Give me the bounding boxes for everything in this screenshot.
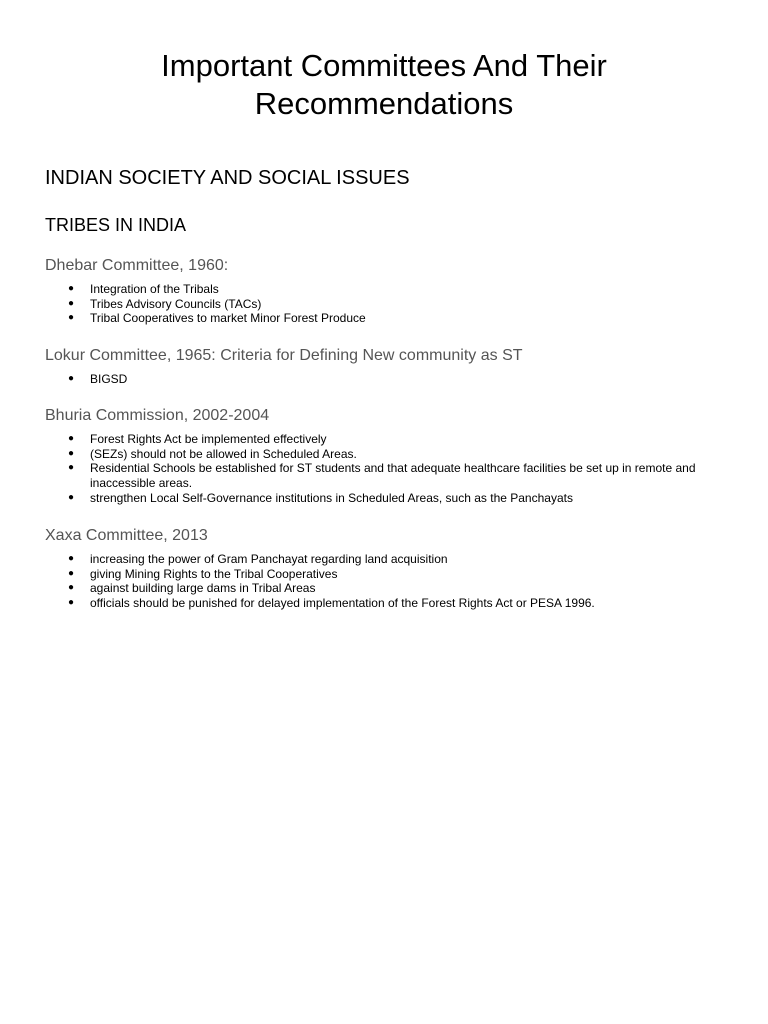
list-item — [45, 432, 735, 447]
list-item-text: against building large dams in Tribal Areas — [90, 581, 316, 596]
subsection-heading: TRIBES IN INDIA — [45, 215, 187, 235]
bullet-icon: ● — [68, 553, 75, 564]
list-item — [45, 491, 735, 506]
bullet-icon: ● — [68, 312, 75, 324]
committee-section-bhuria — [45, 406, 735, 506]
bullet-icon: ● — [68, 582, 75, 594]
committee-heading: Bhuria Commission, 2002-2004 — [45, 407, 270, 424]
list-item-text: (SEZs) should not be allowed in Scheduled Areas. — [90, 446, 357, 461]
committee-section-lokur — [45, 346, 735, 387]
list-item — [45, 552, 735, 567]
section-heading: INDIAN SOCIETY AND SOCIAL ISSUES — [45, 167, 410, 189]
list-item — [45, 461, 735, 490]
recommendation-list — [45, 372, 735, 387]
list-item-text: giving Mining Rights to the Tribal Cooperatives — [90, 566, 338, 581]
list-item — [45, 447, 735, 462]
bullet-icon: ● — [68, 447, 75, 459]
committee-section-xaxa — [45, 526, 735, 611]
list-item — [45, 282, 735, 297]
title-line-2: Recommendations — [254, 86, 514, 121]
list-item-text: Forest Rights Act be implemented effectively — [90, 432, 327, 446]
list-item — [45, 581, 735, 596]
committee-heading: Dhebar Committee, 1960: — [45, 257, 229, 274]
bullet-icon: ● — [68, 491, 75, 503]
list-item-text: BIGSD — [90, 372, 128, 386]
bullet-icon: ● — [68, 283, 75, 294]
committee-section-dhebar — [45, 256, 735, 326]
bullet-icon: ● — [68, 433, 75, 444]
list-item-text: Integration of the Tribals — [90, 282, 219, 296]
list-item — [45, 567, 735, 582]
bullet-icon: ● — [68, 567, 75, 579]
list-item — [45, 596, 735, 611]
list-item-text: officials should be punished for delayed implementation of the Forest Rights Act or PESA 1996. — [90, 596, 595, 611]
title-line-1: Important Committees And Their — [161, 48, 607, 83]
list-item-text: Tribal Cooperatives to market Minor Forest Produce — [90, 311, 366, 326]
list-item — [45, 372, 735, 387]
list-item — [45, 311, 735, 326]
page-title — [0, 47, 768, 123]
bullet-icon: ● — [68, 297, 75, 309]
list-item-text: increasing the power of Gram Panchayat regarding land acquisition — [90, 552, 448, 566]
recommendation-list — [45, 432, 735, 506]
list-item-text: Tribes Advisory Councils (TACs) — [90, 296, 262, 311]
recommendation-list — [45, 552, 735, 611]
committee-heading: Lokur Committee, 1965: Criteria for Defining New community as ST — [45, 347, 523, 364]
committee-heading: Xaxa Committee, 2013 — [45, 527, 208, 544]
bullet-icon: ● — [68, 597, 75, 609]
bullet-icon: ● — [68, 462, 75, 474]
recommendation-list — [45, 282, 735, 326]
list-item — [45, 297, 735, 312]
list-item-text: Residential Schools be established for ST students and that adequate healthcare facilities be set up in remote and inaccessible areas. — [90, 461, 696, 491]
bullet-icon: ● — [68, 373, 75, 384]
list-item-text: strengthen Local Self-Governance institutions in Scheduled Areas, such as the Panchayats — [90, 490, 573, 505]
